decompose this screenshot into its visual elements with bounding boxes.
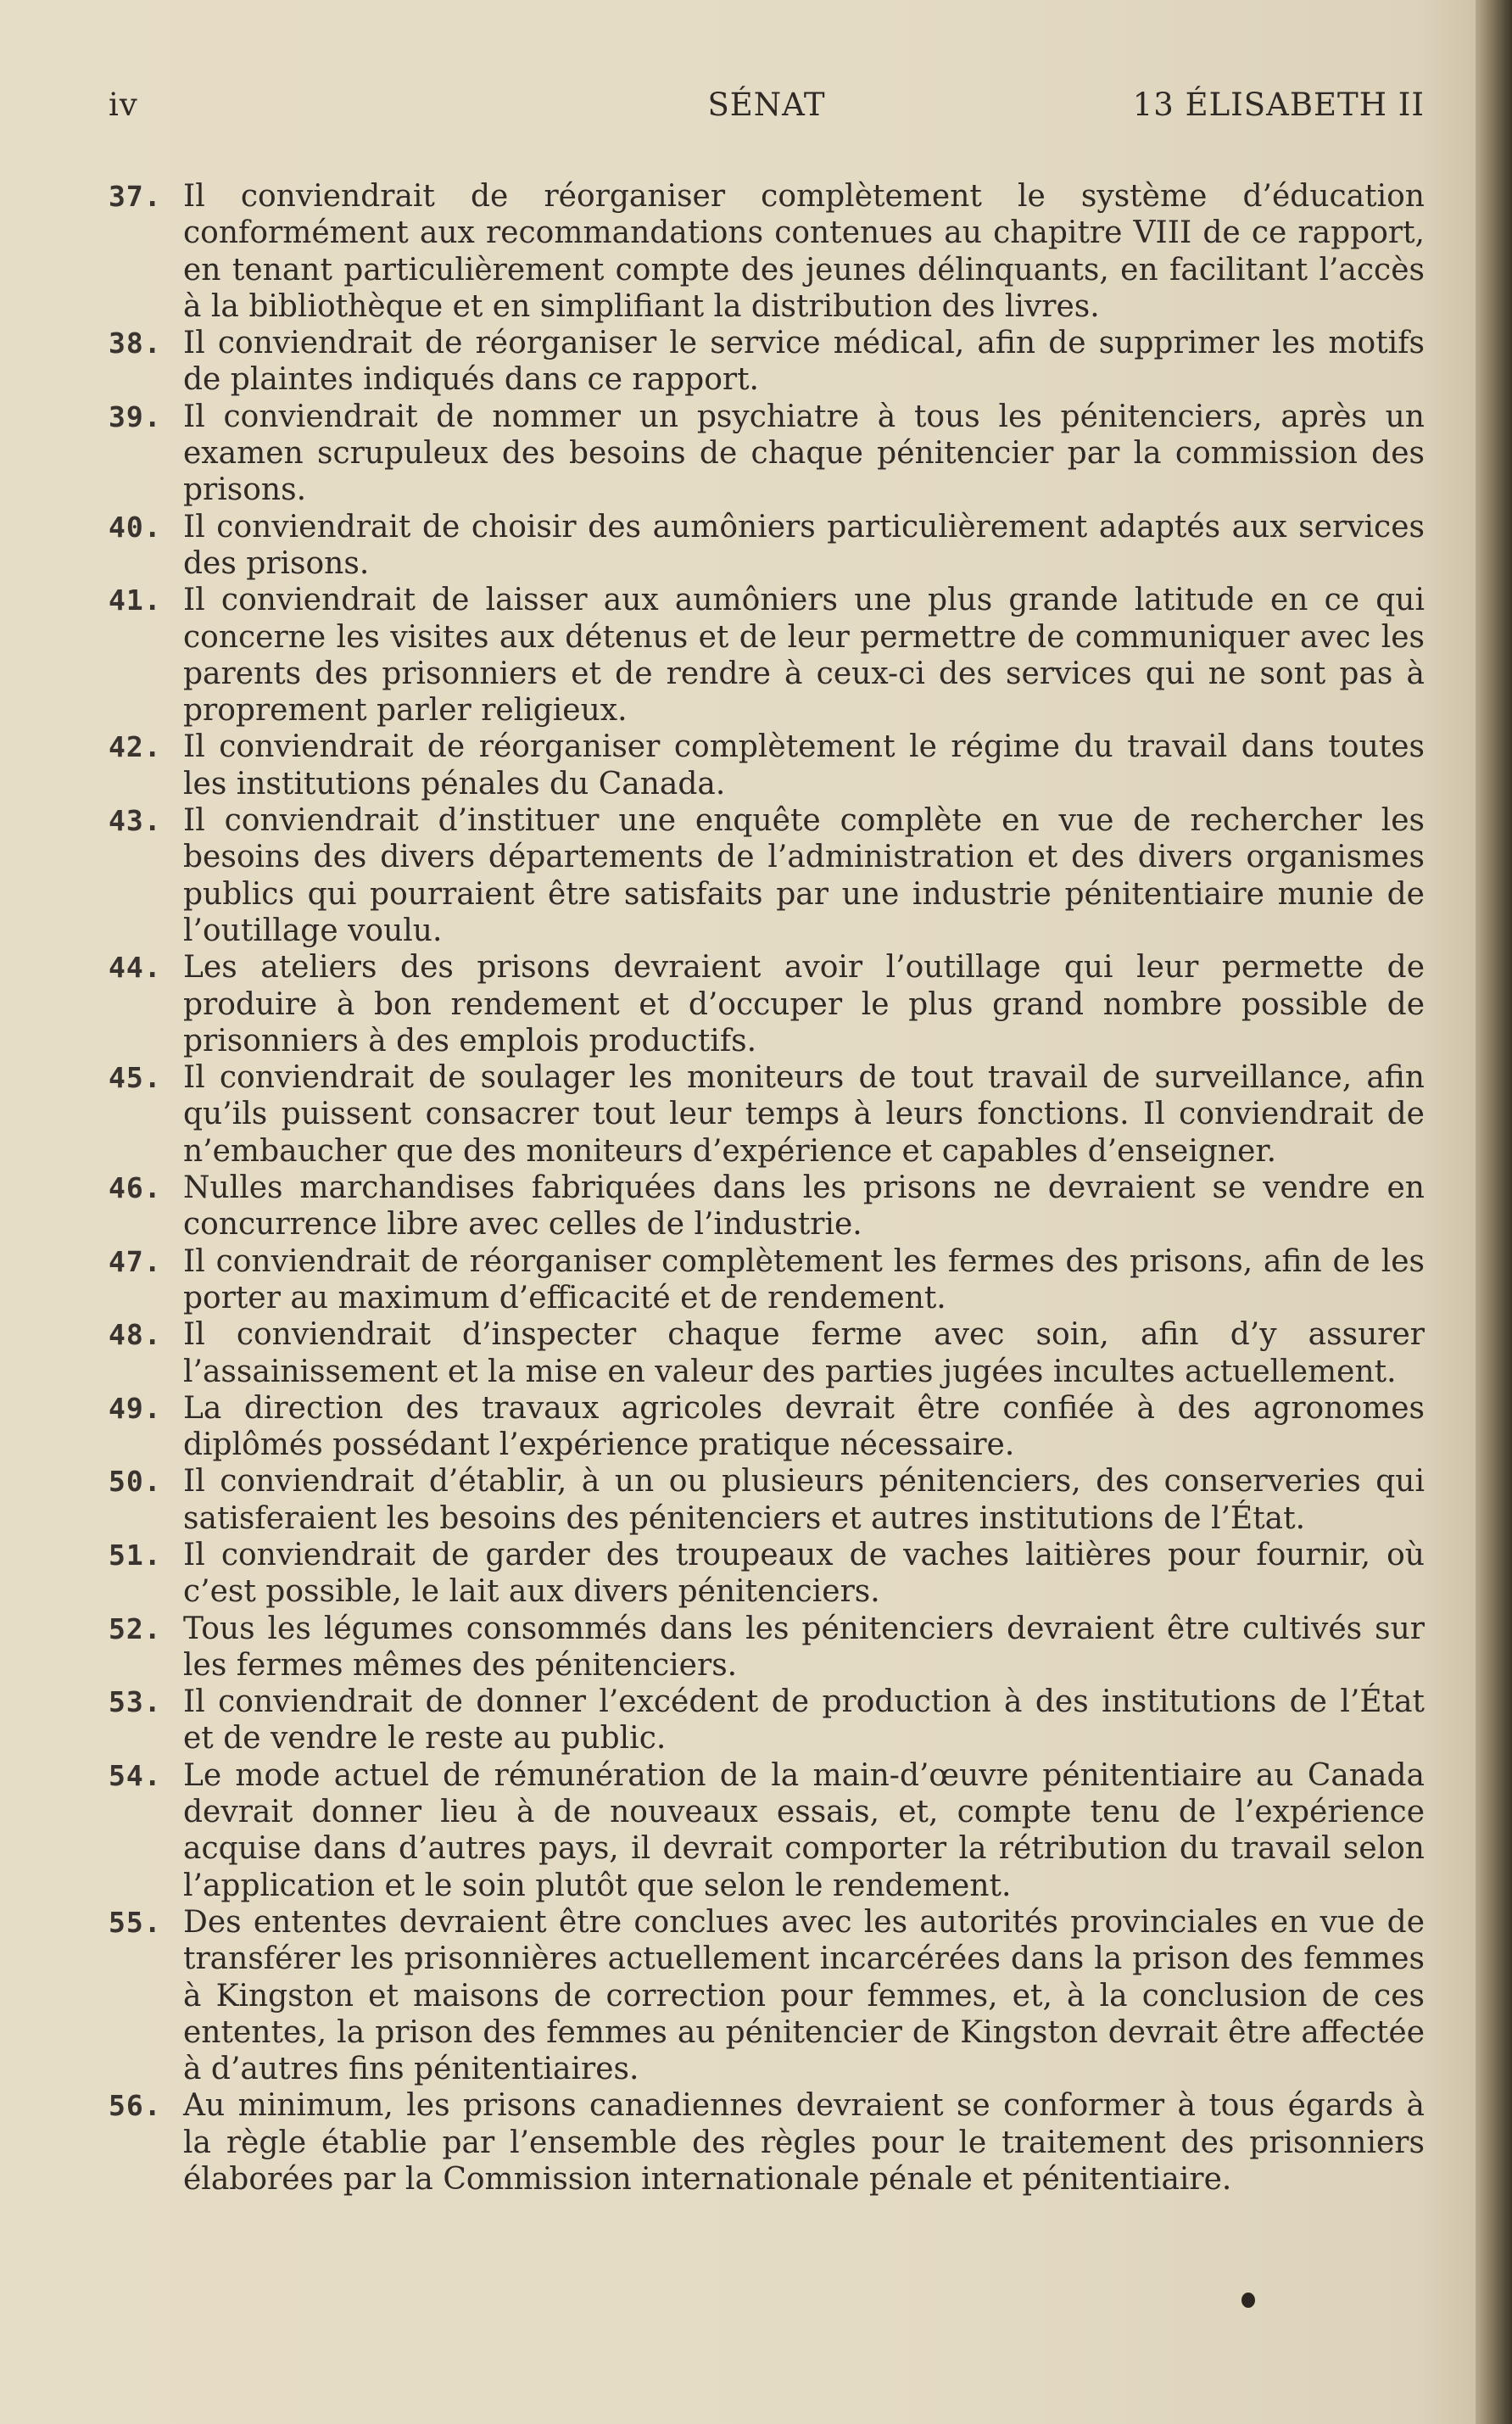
list-item <box>102 1611 1425 1684</box>
item-number: 50. <box>109 1465 162 1499</box>
list-item <box>102 1537 1425 1611</box>
list-item <box>102 1463 1425 1537</box>
item-number: 56. <box>109 2089 162 2123</box>
list-item <box>102 1390 1425 1464</box>
item-text: Nulles marchandises fabriquées dans les prisons ne devraient se vendre en concurrence libre avec celles de l’industrie. <box>183 1170 1425 1243</box>
item-text: Il conviendrait de réorganiser complètement le régime du travail dans toutes les institutions pénales du Canada. <box>183 729 1425 801</box>
list-item <box>102 1059 1425 1170</box>
list-item <box>102 1684 1425 1757</box>
item-text: Des ententes devraient être conclues avec les autorités provinciales en vue de transférer les prisonnières actuellement incarcérées dans la prison des femmes à Kingston et maisons de correction pour femmes, et, à la conclusion de ces ententes, la prison des femmes au pénitencier de Kingston devrait être affectée à d’autres fins pénitentiaires. <box>183 1904 1425 2087</box>
item-number: 45. <box>109 1061 162 1095</box>
item-text: Le mode actuel de rémunération de la main-d’œuvre pénitentiaire au Canada devrait donner lieu à de nouveaux essais, et, compte tenu de l’expérience acquise dans d’autres pays, il devrait comporter la rétribution du travail selon l’application et le soin plutôt que selon le rendement. <box>183 1757 1425 1903</box>
item-text: Il conviendrait d’instituer une enquête complète en vue de rechercher les besoins des divers départements de l’administration et des divers organismes publics qui pourraient être satisfaits par une industrie pénitentiaire munie de l’outillage voulu. <box>183 803 1425 948</box>
list-item <box>102 1316 1425 1390</box>
item-text: Il conviendrait de laisser aux aumôniers une plus grande latitude en ce qui concerne les visites aux détenus et de leur permettre de communiquer avec les parents des prisonniers et de rendre à ceux-ci des services qui ne sont pas à proprement parler religieux. <box>183 583 1425 729</box>
item-number: 51. <box>109 1538 162 1572</box>
item-text: Il conviendrait de donner l’excédent de production à des institutions de l’État et de vendre le reste au public. <box>183 1684 1425 1757</box>
list-item <box>102 1170 1425 1243</box>
page-header <box>109 87 1425 134</box>
running-title: SÉNAT <box>707 87 826 123</box>
item-text: Tous les légumes consommés dans les pénitenciers devraient être cultivés sur les fermes mêmes des pénitenciers. <box>183 1611 1425 1683</box>
ink-dot-mark <box>1241 2293 1255 2308</box>
list-item <box>102 2087 1425 2198</box>
list-item <box>102 399 1425 509</box>
item-number: 47. <box>109 1244 162 1278</box>
item-text: Il conviendrait de réorganiser complètement les fermes des prisons, afin de les porter au maximum d’efficacité et de rendement. <box>183 1243 1425 1315</box>
item-number: 41. <box>109 584 162 617</box>
item-text: Au minimum, les prisons canadiennes devraient se conformer à tous égards à la règle établie par l’ensemble des règles pour le traitement des prisonniers élaborées par la Commission internationale pénale et pénitentiaire. <box>183 2088 1425 2198</box>
item-number: 42. <box>109 730 162 764</box>
item-number: 55. <box>109 1905 162 1939</box>
item-text: Il conviendrait de choisir des aumôniers particulièrement adaptés aux services des prisons. <box>183 509 1425 581</box>
item-number: 44. <box>109 951 162 985</box>
item-number: 52. <box>109 1611 162 1645</box>
list-item <box>102 729 1425 802</box>
item-number: 38. <box>109 327 162 360</box>
list-item <box>102 582 1425 729</box>
recommendations-list <box>102 178 1425 2198</box>
page-edge-shadow <box>1476 0 1512 2424</box>
item-number: 49. <box>109 1391 162 1425</box>
item-text: Les ateliers des prisons devraient avoir l’outillage qui leur permette de produire à bon rendement et d’occuper le plus grand nombre possible de prisonniers à des emplois productifs. <box>183 950 1425 1058</box>
item-text: Il conviendrait d’établir, à un ou plusieurs pénitenciers, des conserveries qui satisferaient les besoins des pénitenciers et autres institutions de l’État. <box>183 1464 1425 1536</box>
item-number: 39. <box>109 399 162 433</box>
list-item <box>102 802 1425 949</box>
item-number: 48. <box>109 1318 162 1352</box>
page-number: iv <box>109 87 138 123</box>
item-text: Il conviendrait de soulager les moniteurs de tout travail de surveillance, afin qu’ils puissent consacrer tout leur temps à leurs fonctions. Il conviendrait de n’embaucher que des moniteurs d’expérience et capables d’enseigner. <box>183 1060 1425 1169</box>
item-text: Il conviendrait de nommer un psychiatre à tous les pénitenciers, après un examen scrupuleux des besoins de chaque pénitencier par la commission des prisons. <box>183 399 1425 508</box>
item-number: 37. <box>109 180 162 213</box>
list-item <box>102 1757 1425 1904</box>
list-item <box>102 1904 1425 2087</box>
item-number: 40. <box>109 510 162 544</box>
list-item <box>102 949 1425 1059</box>
list-item <box>102 178 1425 325</box>
item-text: Il conviendrait de réorganiser complètement le système d’éducation conformément aux recommandations contenues au chapitre VIII de ce rapport, en tenant particulièrement compte des jeunes délinquants, en facilitant l’accès à la bibliothèque et en simplifiant la distribution des livres. <box>183 179 1425 324</box>
item-text: Il conviendrait de garder des troupeaux de vaches laitières pour fournir, où c’est possible, le lait aux divers pénitenciers. <box>183 1537 1425 1610</box>
item-number: 53. <box>109 1685 162 1719</box>
item-number: 46. <box>109 1171 162 1205</box>
item-number: 54. <box>109 1758 162 1792</box>
session-label: 13 ÉLISABETH II <box>1132 87 1425 123</box>
item-text: Il conviendrait de réorganiser le service médical, afin de supprimer les motifs de plaintes indiqués dans ce rapport. <box>183 326 1425 398</box>
list-item <box>102 1243 1425 1317</box>
list-item <box>102 509 1425 583</box>
item-text: La direction des travaux agricoles devrait être confiée à des agronomes diplômés possédant l’expérience pratique nécessaire. <box>183 1390 1425 1463</box>
item-text: Il conviendrait d’inspecter chaque ferme avec soin, afin d’y assurer l’assainissement et la mise en valeur des parties jugées incultes actuellement. <box>183 1317 1425 1389</box>
list-item <box>102 325 1425 399</box>
item-number: 43. <box>109 804 162 838</box>
